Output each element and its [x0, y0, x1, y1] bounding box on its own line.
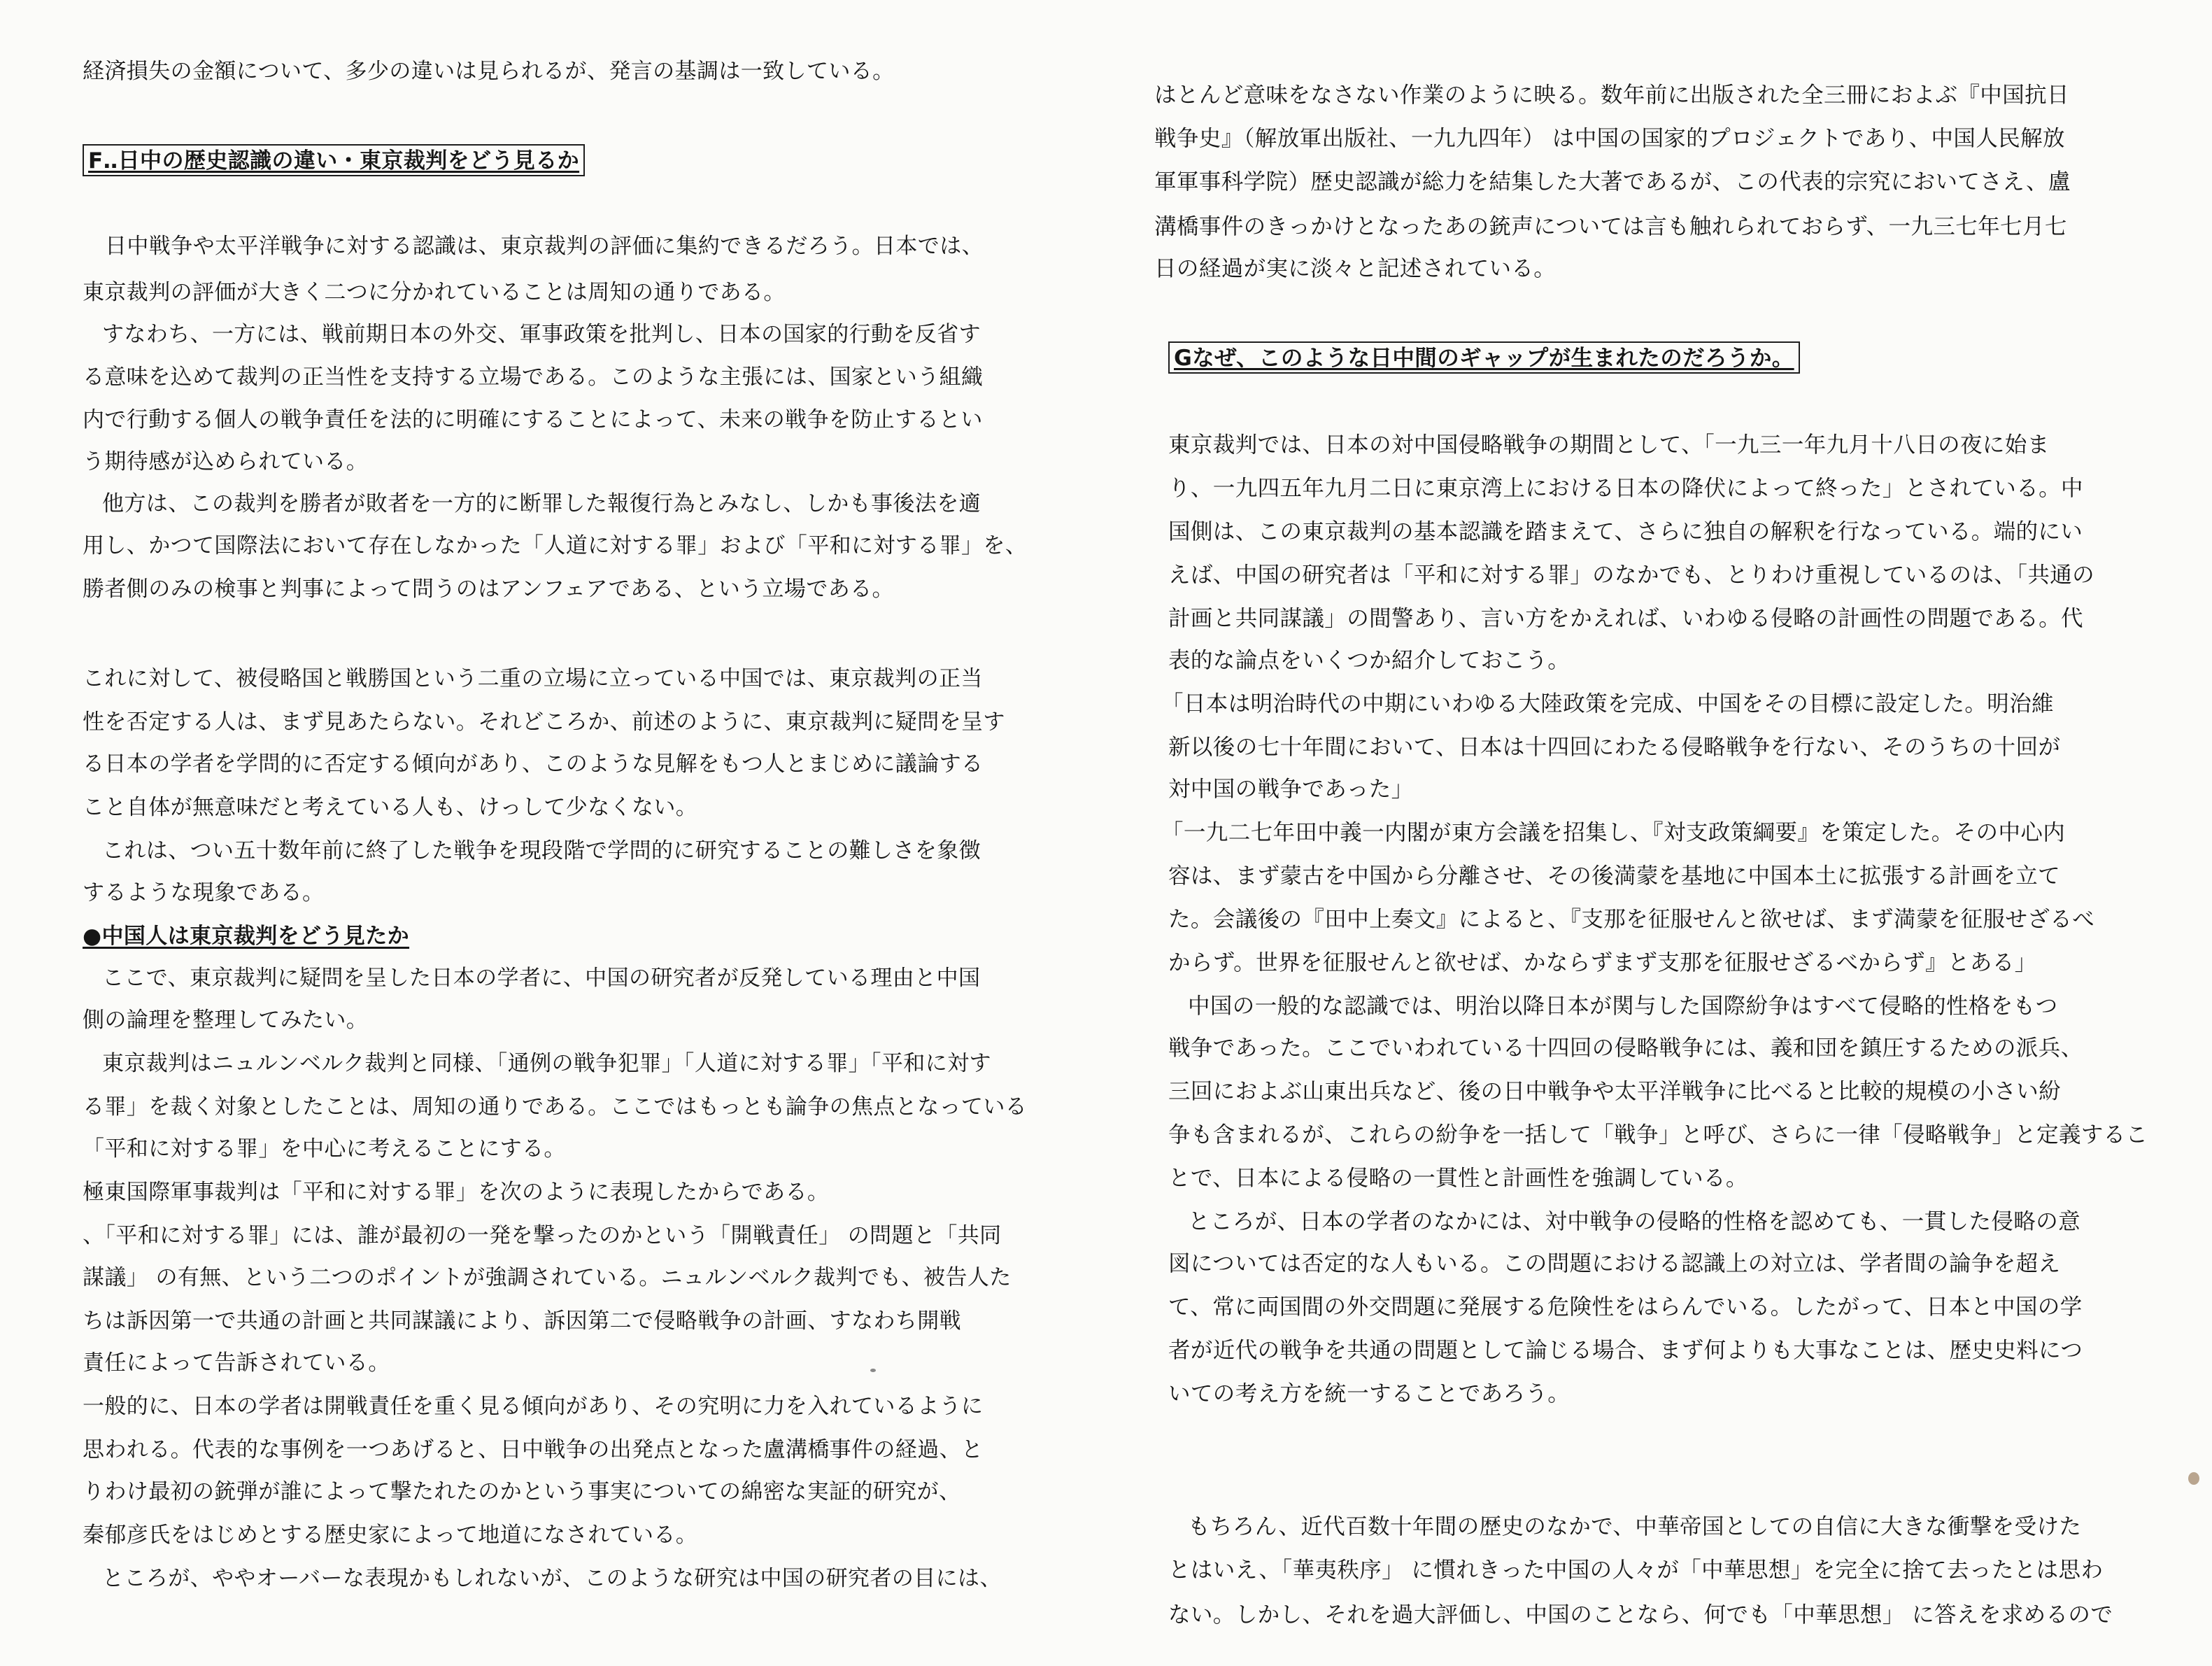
text-line: 他方は、この裁判を勝者が敗者を一方的に断罪した報復行為とみなし、しかも事後法を適	[102, 491, 981, 516]
text-line: 秦郁彦氏をはじめとする歴史家によって地道になされている。	[83, 1523, 698, 1548]
text-line: からず。世界を征服せんと欲せば、かならずまず支那を征服せざるべからず』とある」	[1168, 950, 2037, 975]
text-line: 「平和に対する罪」を中心に考えることにする。	[83, 1136, 566, 1162]
text-line: 東京裁判では、日本の対中国侵略戦争の期間として、「一九三一年九月十八日の夜に始ま	[1168, 432, 2050, 458]
text-line: 者が近代の戦争を共通の問題として論じる場合、まず何よりも大事なことは、歴史史料につ	[1168, 1338, 2083, 1363]
text-line: る日本の学者を学問的に否定する傾向があり、このような見解をもつ人とまじめに議論する	[83, 751, 984, 777]
text-line: 溝橋事件のきっかけとなったあの銃声については言も触れられておらず、一九三七年七月七	[1154, 214, 2067, 239]
text-line: 用し、かつて国際法において存在しなかった「人道に対する罪」および「平和に対する罪」を、	[83, 533, 1028, 558]
text-line: て、常に両国間の外交問題に発展する危険性をはらんでいる。したがって、日本と中国の学	[1168, 1294, 2083, 1320]
text-line: これに対して、被侵略国と戦勝国という二重の立場に立っている中国では、東京裁判の正当	[83, 666, 983, 691]
text-line: 勝者側のみの検事と判事によって問うのはアンフェアである、という立場である。	[83, 577, 894, 602]
text-line: ここで、東京裁判に疑問を呈した日本の学者に、中国の研究者が反発している理由と中国	[102, 966, 981, 991]
text-line: る罪」を裁く対象としたことは、周知の通りである。ここではもっとも論争の焦点となっている	[83, 1094, 1028, 1120]
text-line: とで、日本による侵略の一貫性と計画性を強調している。	[1168, 1166, 1748, 1191]
text-line: すなわち、一方には、戦前期日本の外交、軍事政策を批判し、日本の国家的行動を反省す	[102, 322, 981, 347]
text-line: 経済損失の金額について、多少の違いは見られるが、発言の基調は一致している。	[83, 59, 895, 84]
text-line: 性を否定する人は、まず見あたらない。それどころか、前述のように、東京裁判に疑問を呈す	[83, 710, 1005, 735]
text-line: る意味を込めて裁判の正当性を支持する立場である。このような主張には、国家という組織	[83, 365, 984, 390]
text-line: 戦争であった。ここでいわれている十四回の侵略戦争には、義和団を鎮圧するための派兵、	[1168, 1036, 2083, 1061]
text-line: り、一九四五年九月二日に東京湾上における日本の降伏によって終った」とされている。中	[1168, 476, 2083, 501]
text-line: はとんど意味をなさない作業のように映る。数年前に出版された全三冊におよぶ『中国抗日	[1154, 83, 2069, 108]
text-line: 図については否定的な人もいる。この問題における認識上の対立は、学者間の論争を超え	[1168, 1251, 2061, 1276]
text-line: ところが、日本の学者のなかには、対中戦争の侵略的性格を認めても、一貫した侵略の意	[1188, 1209, 2081, 1234]
text-line: もちろん、近代百数十年間の歴史のなかで、中華帝国としての自信に大きな衝撃を受けた	[1188, 1514, 2082, 1539]
text-line: こと自体が無意味だと考えている人も、けっして少なくない。	[83, 795, 698, 820]
section-heading-f: F‥日中の歴史認識の違い・東京裁判をどう見るか	[83, 144, 585, 176]
text-line: 日の経過が実に淡々と記述されている。	[1154, 256, 1557, 281]
text-line: 内で行動する個人の戦争責任を法的に明確にすることによって、未来の戦争を防止するとい	[83, 407, 983, 432]
text-line: 極東国際軍事裁判は「平和に対する罪」を次のように表現したからである。	[83, 1180, 830, 1205]
text-line: とはいえ、「華夷秩序」 に慣れきった中国の人々が「中華思想」を完全に捨て去ったとは思わ	[1168, 1558, 2104, 1583]
text-line: 責任によって告訴されている。	[83, 1350, 390, 1376]
subsection-heading: ●中国人は東京裁判をどう見たか	[83, 924, 410, 949]
text-line: 思われる。代表的な事例を一つあげると、日中戦争の出発点となった盧溝橋事件の経過、と	[83, 1437, 984, 1462]
text-line: う期待感が込められている。	[83, 449, 369, 474]
text-line: 日中戦争や太平洋戦争に対する認識は、東京裁判の評価に集約できるだろう。日本では、	[105, 234, 984, 259]
text-line: これは、つい五十数年前に終了した戦争を現段階で学問的に研究することの難しさを象徴	[102, 838, 981, 863]
text-line: 新以後の七十年間において、日本は十四回にわたる侵略戦争を行ない、そのうちの十回が	[1168, 735, 2061, 760]
text-line: 三回におよぶ山東出兵など、後の日中戦争や太平洋戦争に比べると比較的規模の小さい紛	[1168, 1079, 2062, 1104]
text-line: 計画と共同謀議」の間警あり、言い方をかえれば、いわゆる侵略の計画性の問題である。代	[1168, 606, 2083, 631]
text-line: 容は、まず蒙古を中国から分離させ、その後満蒙を基地に中国本土に拡張する計画を立て	[1168, 863, 2061, 889]
text-line: 表的な論点をいくつか紹介しておこう。	[1168, 648, 1571, 673]
text-line: 戦争史』（解放軍出版社、一九九四年） は中国の国家的プロジェクトであり、中国人民解放	[1154, 126, 2065, 151]
text-line: 東京裁判の評価が大きく二つに分かれていることは周知の通りである。	[83, 280, 786, 305]
text-line: 謀議」 の有無、という二つのポイントが強調されている。ニュルンベルク裁判でも、被告人た	[83, 1265, 1012, 1290]
text-line: 、「平和に対する罪」には、誰が最初の一発を撃ったのかという「開戦責任」 の問題と「共同	[83, 1223, 1002, 1248]
text-line: 側の論理を整理してみたい。	[83, 1008, 369, 1033]
scan-speck	[870, 1369, 876, 1372]
text-line: 「日本は明治時代の中期にいわゆる大陸政策を完成、中国をその目標に設定した。明治維	[1161, 691, 2055, 716]
text-line: ない。しかし、それを過大評価し、中国のことなら、何でも「中華思想」 に答えを求めるので	[1168, 1602, 2113, 1628]
text-line: いての考え方を統一することであろう。	[1168, 1381, 1571, 1406]
text-line: えば、中国の研究者は「平和に対する罪」のなかでも、とりわけ重視しているのは、「共通の	[1168, 563, 2095, 588]
section-heading-g: Gなぜ、このような日中間のギャップが生まれたのだろうか。	[1168, 341, 1800, 374]
text-line: 軍軍事科学院）歴史認識が総力を結集した大著であるが、この代表的宗究においてさえ、盧	[1154, 169, 2071, 195]
text-line: 東京裁判はニュルンベルク裁判と同様、「通例の戦争犯罪」「人道に対する罪」「平和に対す	[102, 1051, 991, 1076]
text-line: 中国の一般的な認識では、明治以降日本が関与した国際紛争はすべて侵略的性格をもつ	[1188, 994, 2058, 1019]
text-line: りわけ最初の銃弾が誰によって撃たれたのかという事実についての綿密な実証的研究が、	[83, 1479, 961, 1504]
text-line: ところが、ややオーバーな表現かもしれないが、このような研究は中国の研究者の目には、	[102, 1566, 1002, 1591]
text-line: 一般的に、日本の学者は開戦責任を重く見る傾向があり、その究明に力を入れているように	[83, 1394, 984, 1419]
scan-stain	[2188, 1472, 2199, 1485]
text-line: 対中国の戦争であった」	[1168, 777, 1414, 802]
text-line: 「一九二七年田中義一内閣が東方会議を招集し、『対支政策綱要』を策定した。その中心内	[1161, 820, 2066, 845]
text-line: た。会議後の『田中上奏文』によると、『支那を征服せんと欲せば、まず満蒙を征服せざるべ	[1168, 907, 2095, 932]
text-line: ちは訴因第一で共通の計画と共同謀議により、訴因第二で侵略戦争の計画、すなわち開戦	[83, 1308, 961, 1334]
text-line: するような現象である。	[83, 880, 325, 905]
text-line: 国側は、この東京裁判の基本認識を踏まえて、さらに独自の解釈を行なっている。端的にい	[1168, 519, 2083, 544]
text-line: 争も含まれるが、これらの紛争を一括して「戦争」と呼び、さらに一律「侵略戦争」と定義するこ	[1168, 1122, 2148, 1148]
